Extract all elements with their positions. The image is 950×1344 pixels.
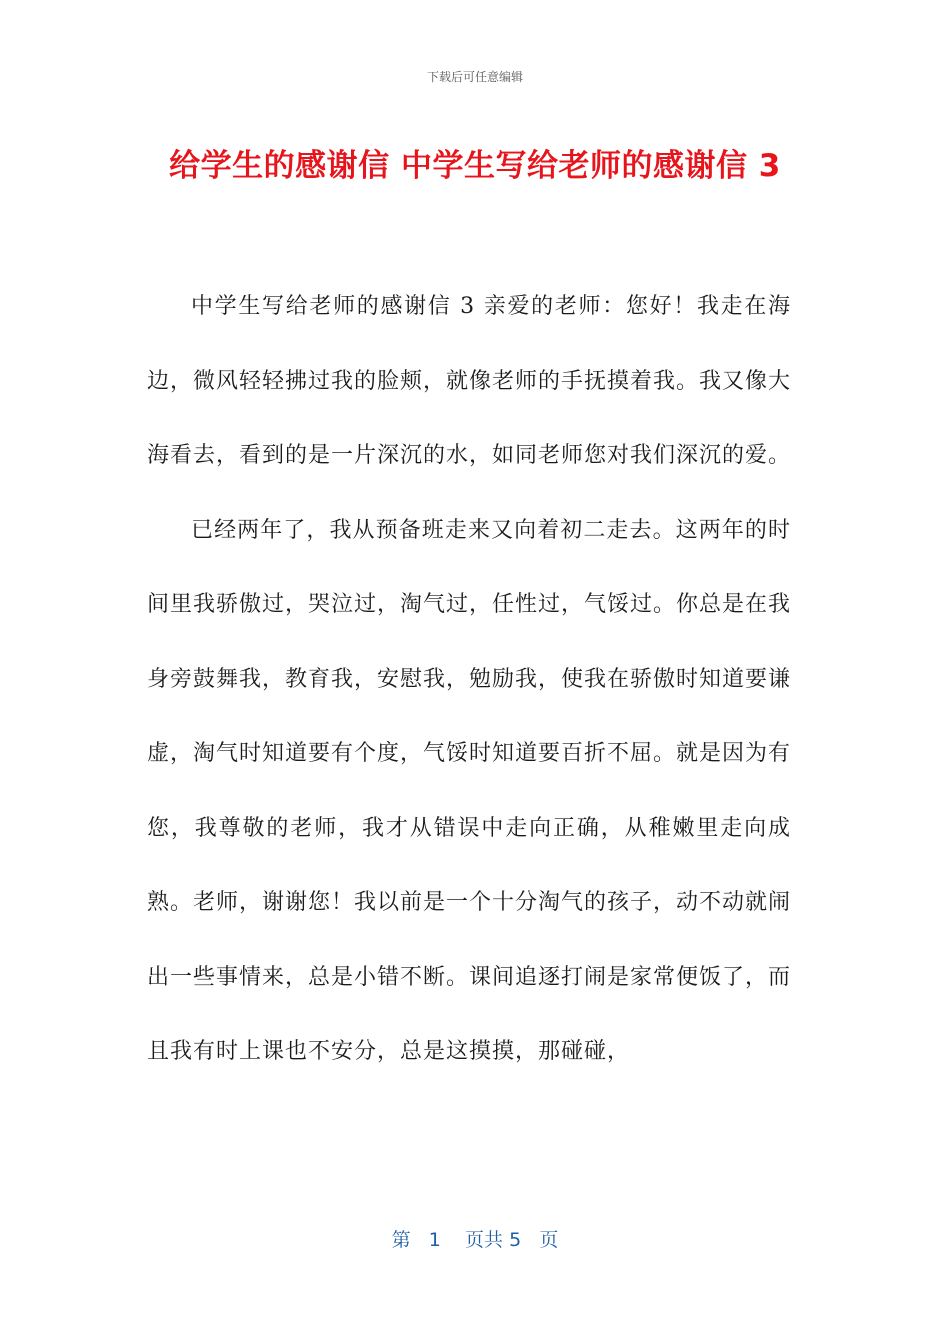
paragraph-2: 已经两年了，我从预备班走来又向着初二走去。这两年的时间里我骄傲过，哭泣过，淘气过，任性过，气馁过。你总是在我身旁鼓舞我，教育我，安慰我，勉励我，使我在骄傲时知道要谦虚，淘气时知道要有个度，气馁时知道要百折不屈。就是因为有您，我尊敬的老师，我才从错误中走向正确，从稚嫩里走向成熟。老师，谢谢您！我以前是一个十分淘气的孩子，动不动就闹出一些事情来，总是小错不断。课间追逐打闹是家常便饭了，而且我有时上课也不安分，总是这摸摸，那碰碰， [147,517,792,1064]
footer-prefix: 第 [391,1229,411,1251]
paragraph-1: 中学生写给老师的感谢信 3 亲爱的老师：您好！我走在海边，微风轻轻拂过我的脸颊，就像老师的手抚摸着我。我又像大海看去，看到的是一片深沉的水，如同老师您对我们深沉的爱。 [147,294,792,468]
header-note: 下载后可任意编辑 [426,70,523,84]
page-footer [0,1225,950,1252]
document-title: 给学生的感谢信 中学生写给老师的感谢信 3 [169,148,781,184]
footer-total-pages: 5 [509,1229,522,1251]
footer-suffix: 页 [539,1229,559,1251]
document-body [147,270,791,1090]
footer-middle: 页共 [465,1229,504,1251]
footer-current-page: 1 [428,1229,441,1251]
